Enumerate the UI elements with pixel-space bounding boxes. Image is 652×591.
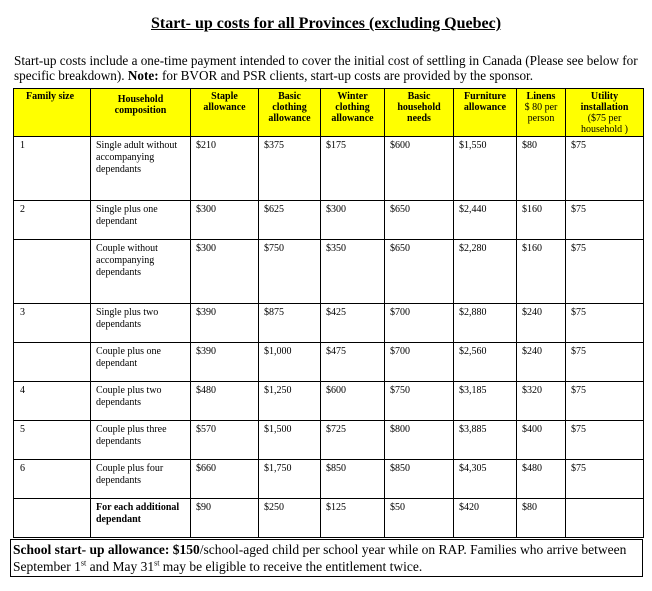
furniture-cell: $2,440 bbox=[454, 201, 517, 240]
household-needs-cell: $850 bbox=[385, 460, 454, 499]
household-needs-cell: $650 bbox=[385, 240, 454, 304]
table-header-row bbox=[14, 89, 644, 137]
staple-cell: $300 bbox=[191, 240, 259, 304]
basic-clothing-cell: $375 bbox=[259, 137, 321, 201]
household-composition-cell: Couple plus one dependant bbox=[91, 343, 191, 382]
utility-cell: $75 bbox=[566, 240, 644, 304]
winter-clothing-cell: $425 bbox=[321, 304, 385, 343]
col-staple-allowance bbox=[191, 89, 259, 137]
linens-cell: $320 bbox=[517, 382, 566, 421]
furniture-cell: $2,560 bbox=[454, 343, 517, 382]
staple-cell: $210 bbox=[191, 137, 259, 201]
school-allowance-note bbox=[10, 539, 643, 577]
utility-cell bbox=[566, 499, 644, 538]
school-sup-1: st bbox=[80, 558, 87, 568]
linens-cell: $160 bbox=[517, 201, 566, 240]
winter-clothing-cell: $475 bbox=[321, 343, 385, 382]
household-composition-cell: Couple plus three dependants bbox=[91, 421, 191, 460]
winter-clothing-cell: $350 bbox=[321, 240, 385, 304]
table-row bbox=[14, 240, 644, 304]
winter-clothing-cell: $600 bbox=[321, 382, 385, 421]
table-row bbox=[14, 499, 644, 538]
basic-clothing-cell: $750 bbox=[259, 240, 321, 304]
utility-cell: $75 bbox=[566, 421, 644, 460]
school-amount: $150 bbox=[172, 542, 200, 557]
utility-cell: $75 bbox=[566, 137, 644, 201]
linens-cell: $240 bbox=[517, 304, 566, 343]
furniture-cell: $4,305 bbox=[454, 460, 517, 499]
family-size-cell bbox=[14, 499, 91, 538]
staple-cell: $90 bbox=[191, 499, 259, 538]
basic-clothing-cell: $1,000 bbox=[259, 343, 321, 382]
col-basic-clothing: Basic clothing allowance bbox=[259, 89, 321, 137]
household-composition-cell: Couple plus two dependants bbox=[91, 382, 191, 421]
basic-clothing-cell: $1,500 bbox=[259, 421, 321, 460]
household-composition-cell: Single plus one dependant bbox=[91, 201, 191, 240]
furniture-cell: $2,280 bbox=[454, 240, 517, 304]
col-furniture: Furniture allowance bbox=[454, 89, 517, 137]
household-needs-cell: $700 bbox=[385, 343, 454, 382]
staple-cell: $570 bbox=[191, 421, 259, 460]
col-utility-sub: ($75 per household ) bbox=[581, 113, 628, 135]
staple-cell: $390 bbox=[191, 343, 259, 382]
winter-clothing-cell: $175 bbox=[321, 137, 385, 201]
furniture-cell: $3,185 bbox=[454, 382, 517, 421]
col-linens-sub: $ 80 per person bbox=[524, 102, 558, 124]
col-utility-label: Utility installation bbox=[580, 91, 629, 113]
furniture-cell: $1,550 bbox=[454, 137, 517, 201]
winter-clothing-cell: $300 bbox=[321, 201, 385, 240]
school-sup-2: st bbox=[154, 558, 160, 568]
linens-cell: $160 bbox=[517, 240, 566, 304]
page-title: Start- up costs for all Provinces (excluding Quebec) bbox=[150, 15, 502, 32]
staple-cell: $390 bbox=[191, 304, 259, 343]
winter-clothing-cell: $725 bbox=[321, 421, 385, 460]
household-composition-cell: Couple without accompanying dependants bbox=[91, 240, 191, 304]
note-text: for BVOR and PSR clients, start-up costs are provided by the sponsor. bbox=[161, 68, 533, 83]
family-size-cell bbox=[14, 343, 91, 382]
table-row bbox=[14, 421, 644, 460]
household-needs-cell: $600 bbox=[385, 137, 454, 201]
household-composition-cell: For each additional dependant bbox=[91, 499, 191, 538]
family-size-cell: 1 bbox=[14, 137, 91, 201]
basic-clothing-cell: $1,250 bbox=[259, 382, 321, 421]
col-linens-label: Linens bbox=[526, 91, 556, 102]
household-needs-cell: $650 bbox=[385, 201, 454, 240]
col-household-composition bbox=[91, 89, 191, 137]
winter-clothing-cell: $850 bbox=[321, 460, 385, 499]
household-composition-cell: Couple plus four dependants bbox=[91, 460, 191, 499]
linens-cell: $400 bbox=[517, 421, 566, 460]
basic-clothing-cell: $1,750 bbox=[259, 460, 321, 499]
staple-cell: $300 bbox=[191, 201, 259, 240]
furniture-cell: $3,885 bbox=[454, 421, 517, 460]
linens-cell: $240 bbox=[517, 343, 566, 382]
startup-costs-table bbox=[13, 88, 644, 538]
table-row bbox=[14, 137, 644, 201]
table-row bbox=[14, 304, 644, 343]
col-staple-label: Staple allowance bbox=[203, 91, 246, 113]
utility-cell: $75 bbox=[566, 343, 644, 382]
col-household-needs: Basic household needs bbox=[385, 89, 454, 137]
school-text-a: /school-aged child per school year while on RAP. Families who arrive between September 1 bbox=[13, 542, 627, 574]
col-winter-clothing: Winter clothing allowance bbox=[321, 89, 385, 137]
basic-clothing-cell: $625 bbox=[259, 201, 321, 240]
staple-cell: $660 bbox=[191, 460, 259, 499]
col-family-size: Family size bbox=[14, 89, 91, 137]
linens-cell: $80 bbox=[517, 499, 566, 538]
note-label: Note: bbox=[127, 68, 159, 83]
linens-cell: $80 bbox=[517, 137, 566, 201]
linens-cell: $480 bbox=[517, 460, 566, 499]
furniture-cell: $420 bbox=[454, 499, 517, 538]
household-composition-cell: Single adult without accompanying dependants bbox=[91, 137, 191, 201]
school-label: School start- up allowance: bbox=[13, 542, 170, 557]
basic-clothing-cell: $875 bbox=[259, 304, 321, 343]
table-row bbox=[14, 201, 644, 240]
family-size-cell: 5 bbox=[14, 421, 91, 460]
family-size-cell bbox=[14, 240, 91, 304]
family-size-cell: 4 bbox=[14, 382, 91, 421]
furniture-cell: $2,880 bbox=[454, 304, 517, 343]
intro-text: Start-up costs include a one-time payment intended to cover the initial cost of settling in Canada (Please see below for specific breakdown). bbox=[14, 53, 638, 83]
utility-cell: $75 bbox=[566, 304, 644, 343]
table-row bbox=[14, 382, 644, 421]
table-body bbox=[14, 137, 644, 538]
household-needs-cell: $50 bbox=[385, 499, 454, 538]
intro-paragraph bbox=[14, 53, 644, 83]
table-row bbox=[14, 343, 644, 382]
family-size-cell: 2 bbox=[14, 201, 91, 240]
family-size-cell: 3 bbox=[14, 304, 91, 343]
col-linens bbox=[517, 89, 566, 137]
school-text-b: and May 31 bbox=[86, 559, 155, 574]
col-household-composition-label: Household composition bbox=[114, 94, 167, 116]
utility-cell: $75 bbox=[566, 201, 644, 240]
winter-clothing-cell: $125 bbox=[321, 499, 385, 538]
household-needs-cell: $800 bbox=[385, 421, 454, 460]
table-row bbox=[14, 460, 644, 499]
basic-clothing-cell: $250 bbox=[259, 499, 321, 538]
staple-cell: $480 bbox=[191, 382, 259, 421]
school-text-c: may be eligible to receive the entitlement twice. bbox=[159, 559, 423, 574]
utility-cell: $75 bbox=[566, 460, 644, 499]
col-utility bbox=[566, 89, 644, 137]
family-size-cell: 6 bbox=[14, 460, 91, 499]
household-needs-cell: $750 bbox=[385, 382, 454, 421]
household-composition-cell: Single plus two dependants bbox=[91, 304, 191, 343]
household-needs-cell: $700 bbox=[385, 304, 454, 343]
utility-cell: $75 bbox=[566, 382, 644, 421]
